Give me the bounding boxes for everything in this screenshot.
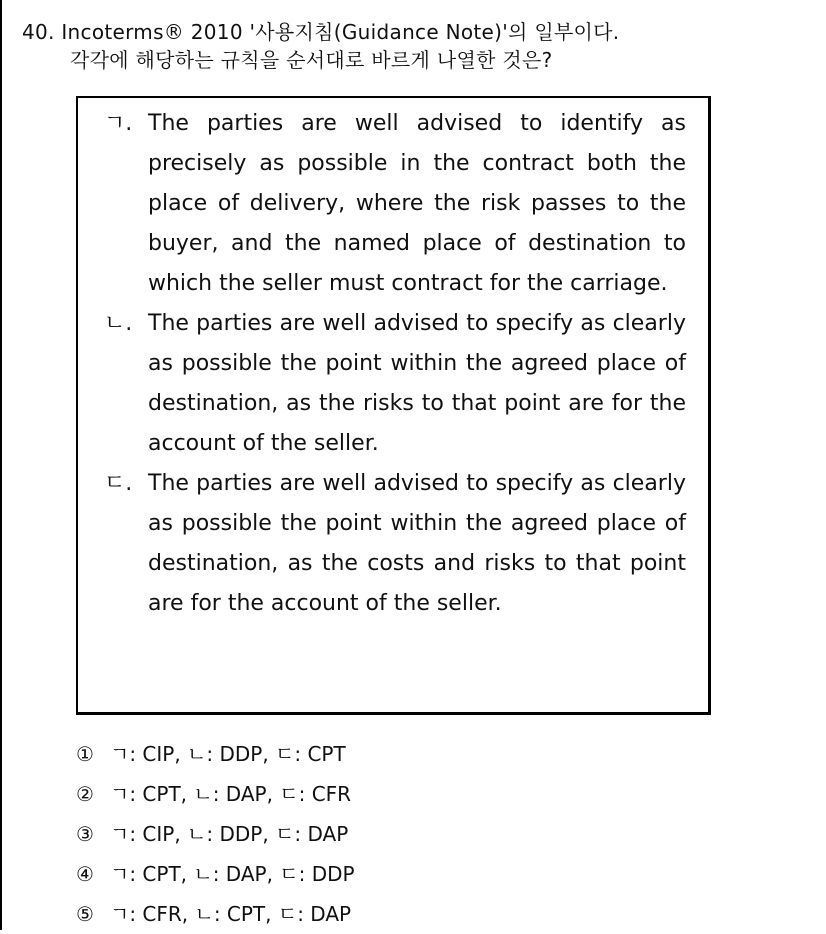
option-number: ② — [76, 782, 94, 806]
option-number: ③ — [76, 822, 94, 846]
option-text: ㄱ: CFR, ㄴ: CPT, ㄷ: DAP — [110, 902, 352, 926]
item-text: The parties are well advised to specify as clearly as possible the point within the agreed place of destination, as the costs and risks to that point are for the account of the seller. — [148, 471, 686, 616]
option-text: ㄱ: CPT, ㄴ: DAP, ㄷ: CFR — [110, 782, 352, 806]
passage-item-2 — [104, 304, 686, 464]
question-stem — [22, 18, 812, 74]
option-text: ㄱ: CIP, ㄴ: DDP, ㄷ: DAP — [110, 822, 349, 846]
passage-items — [104, 104, 686, 624]
option-number: ① — [76, 742, 94, 766]
answer-option-3[interactable] — [76, 814, 355, 854]
question-line-2: 각각에 해당하는 규칙을 순서대로 바르게 나열한 것은? — [70, 48, 553, 72]
answer-option-4[interactable] — [76, 854, 355, 894]
option-text: ㄱ: CIP, ㄴ: DDP, ㄷ: CPT — [110, 742, 346, 766]
item-text: The parties are well advised to specify as clearly as possible the point within the agreed place of destination, as the risks to that point are for the account of the seller. — [148, 311, 686, 456]
left-margin-rule — [0, 0, 2, 930]
answer-options — [76, 734, 355, 934]
passage-item-3 — [104, 464, 686, 624]
question-line-1: 40. Incoterms® 2010 '사용지침(Guidance Note)'의 일부이다. — [22, 20, 620, 44]
item-mark: ㄱ. — [104, 111, 133, 136]
answer-option-5[interactable] — [76, 894, 355, 934]
answer-option-2[interactable] — [76, 774, 355, 814]
answer-option-1[interactable] — [76, 734, 355, 774]
option-number: ④ — [76, 862, 94, 886]
passage-item-1 — [104, 104, 686, 304]
item-text: The parties are well advised to identify as precisely as possible in the contract both the place of delivery, where the risk passes to the buyer, and the named place of destination to which the seller must contract for the carriage. — [148, 111, 686, 296]
item-mark: ㄷ. — [104, 471, 133, 496]
option-text: ㄱ: CPT, ㄴ: DAP, ㄷ: DDP — [110, 862, 355, 886]
option-number: ⑤ — [76, 902, 94, 926]
item-mark: ㄴ. — [104, 311, 133, 336]
